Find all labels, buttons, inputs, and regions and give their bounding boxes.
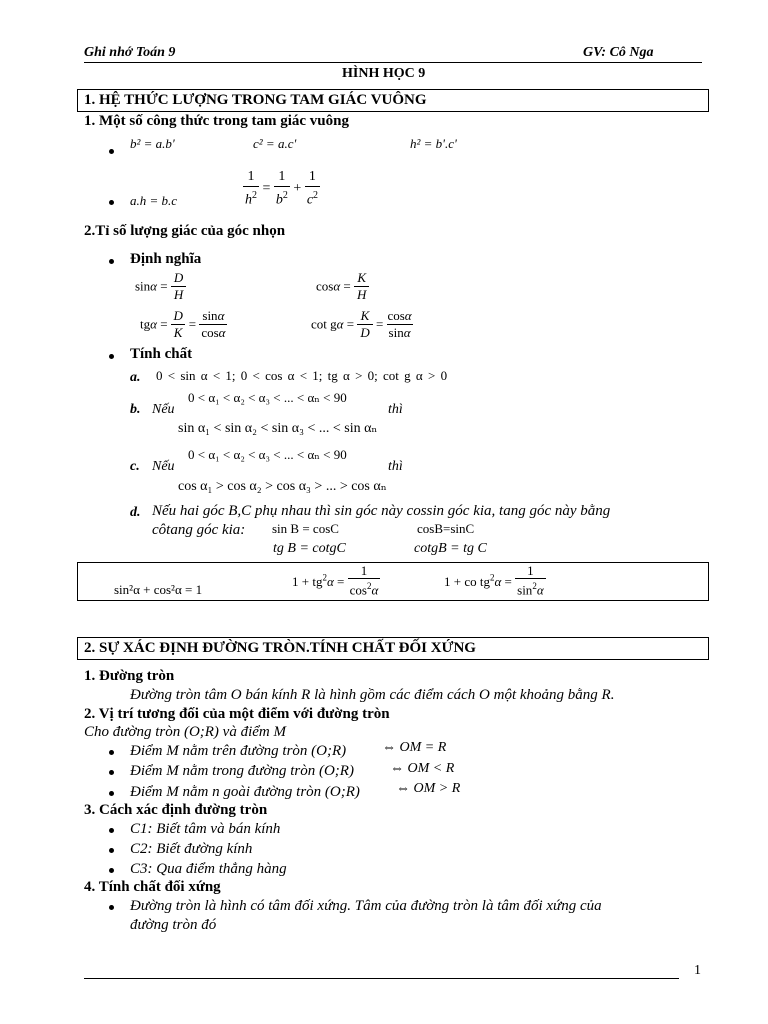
prop-d-label: d. xyxy=(130,505,141,520)
prop-a-label: a. xyxy=(130,370,141,385)
method-item-2: C2: Biết đường kính xyxy=(130,841,253,857)
def-sin: sinα = $\frac{D}{H}$ xyxy=(135,270,186,303)
prop-d-sin: sin B = cosC xyxy=(272,521,339,536)
formula-inverse-h2: $\frac{1}{h^2}$ = $\frac{1}{b^2}$ + $\frac{1}{c^2}$ xyxy=(245,169,319,208)
symmetry-line1: Đường tròn là hình có tâm đối xứng. Tâm của đường tròn là tâm đối xứng của xyxy=(130,898,602,914)
bullet-dot xyxy=(109,848,114,853)
section2-s2: 2. Vị trí tương đối của một điểm với đường tròn xyxy=(84,706,390,722)
page-title: HÌNH HỌC 9 xyxy=(342,66,426,81)
def-cos: cosα = $\frac{K}{H}$ xyxy=(316,270,369,303)
header-right: GV: Cô Nga xyxy=(583,45,654,60)
formula-c2: c² = a.c' xyxy=(253,136,297,151)
identity-cotg: 1 + co $tg^2\alpha$ = $\frac{1}{\sin^2\alpha}$ xyxy=(444,563,544,598)
section1-heading: 1. HỆ THỨC LƯỢNG TRONG TAM GIÁC VUÔNG xyxy=(84,92,427,108)
section1-sub1: 1. Một số công thức trong tam giác vuông xyxy=(84,113,349,129)
formula-b2: b² = a.b' xyxy=(130,136,175,151)
bullet-dot xyxy=(109,828,114,833)
bullet-dot xyxy=(109,259,114,264)
prop-a-formulas: 0 < sin α < 1; 0 < cos α < 1; tg α > 0; cot g α > 0 xyxy=(156,368,448,383)
formula-h2: h² = b'.c' xyxy=(410,136,457,151)
formula-ah: a.h = b.c xyxy=(130,193,178,208)
section1-sub2: 2.Tỉ số lượng giác của góc nhọn xyxy=(84,223,286,239)
page-number: 1 xyxy=(694,963,701,978)
position-formula-inside: ⇔ OM < R xyxy=(390,761,455,776)
identity-pythagorean: sin²α + cos²α = 1 xyxy=(114,582,203,597)
prop-b-result: sin α₁ < sin α₂ < sin α₃ < ... < sin αₙ xyxy=(178,421,378,436)
section2-heading: 2. SỰ XÁC ĐỊNH ĐƯỜNG TRÒN.TÍNH CHẤT ĐỐI XỨNG xyxy=(84,640,476,656)
prop-c-condition: 0 < α₁ < α₂ < α₃ < ... < αₙ < 90 xyxy=(188,447,347,462)
prop-b-condition: 0 < α₁ < α₂ < α₃ < ... < αₙ < 90 xyxy=(188,390,347,405)
section2-s3: 3. Cách xác định đường tròn xyxy=(84,802,268,818)
prop-b-if: Nếu xyxy=(152,402,175,417)
bullet-dot xyxy=(109,868,114,873)
prop-c-then: thì xyxy=(388,459,403,474)
bullet-dot xyxy=(109,770,114,775)
prop-c-if: Nếu xyxy=(152,459,175,474)
bullet-dot xyxy=(109,750,114,755)
prop-d-tg: tg B = cotgC xyxy=(273,541,346,556)
prop-c-result: cos α₁ > cos α₂ > cos α₃ > ... > cos αₙ xyxy=(178,479,387,494)
header-rule xyxy=(84,62,702,63)
position-formula-outside: ⇔ OM > R xyxy=(396,781,461,796)
position-item-outside: Điểm M nằm n goài đường tròn (O;R) xyxy=(130,784,360,800)
footer-rule xyxy=(84,978,679,979)
method-item-3: C3: Qua điểm thẳng hàng xyxy=(130,861,287,877)
header-left: Ghi nhớ Toán 9 xyxy=(84,45,176,60)
bullet-dot xyxy=(109,354,114,359)
prop-b-then: thì xyxy=(388,402,403,417)
section2-s1-text: Đường tròn tâm O bán kính R là hình gồm các điểm cách O một khoảng bằng R. xyxy=(130,687,615,703)
section2-s4: 4. Tính chất đối xứng xyxy=(84,879,221,895)
prop-d-line1: Nếu hai góc B,C phụ nhau thì sin góc này cossin góc kia, tang góc này bằng xyxy=(152,503,611,519)
definition-label: Định nghĩa xyxy=(130,251,202,267)
bullet-dot xyxy=(109,905,114,910)
section2-s2-intro: Cho đường tròn (O;R) và điểm M xyxy=(84,724,286,740)
bullet-dot xyxy=(109,791,114,796)
position-formula-on: ⇔ OM = R xyxy=(382,740,447,755)
prop-b-label: b. xyxy=(130,402,141,417)
section2-s1: 1. Đường tròn xyxy=(84,668,175,684)
bullet-dot xyxy=(109,149,114,154)
bullet-dot xyxy=(109,200,114,205)
prop-d-cos: cosB=sinC xyxy=(417,521,475,536)
position-item-on: Điểm M nằm trên đường tròn (O;R) xyxy=(130,743,347,759)
method-item-1: C1: Biết tâm và bán kính xyxy=(130,821,281,837)
prop-d-cotg: cotgB = tg C xyxy=(414,541,487,556)
symmetry-line2: đường tròn đó xyxy=(130,917,217,933)
def-tg: tgα = $\frac{D}{K}$ = $\frac{\sin\alpha}{\cos\alpha}$ xyxy=(140,308,226,340)
def-cotg: cot gα = $\frac{K}{D}$ = $\frac{\cos\alpha}{\sin\alpha}$ xyxy=(311,308,412,340)
prop-d-line2: côtang góc kia: xyxy=(152,522,246,538)
identity-tg: $1 + tg^2\alpha$ = $\frac{1}{\cos^2\alpha}$ xyxy=(292,563,379,598)
properties-label: Tính chất xyxy=(130,346,193,362)
position-item-inside: Điểm M nằm trong đường tròn (O;R) xyxy=(130,763,354,779)
prop-c-label: c. xyxy=(130,459,140,474)
